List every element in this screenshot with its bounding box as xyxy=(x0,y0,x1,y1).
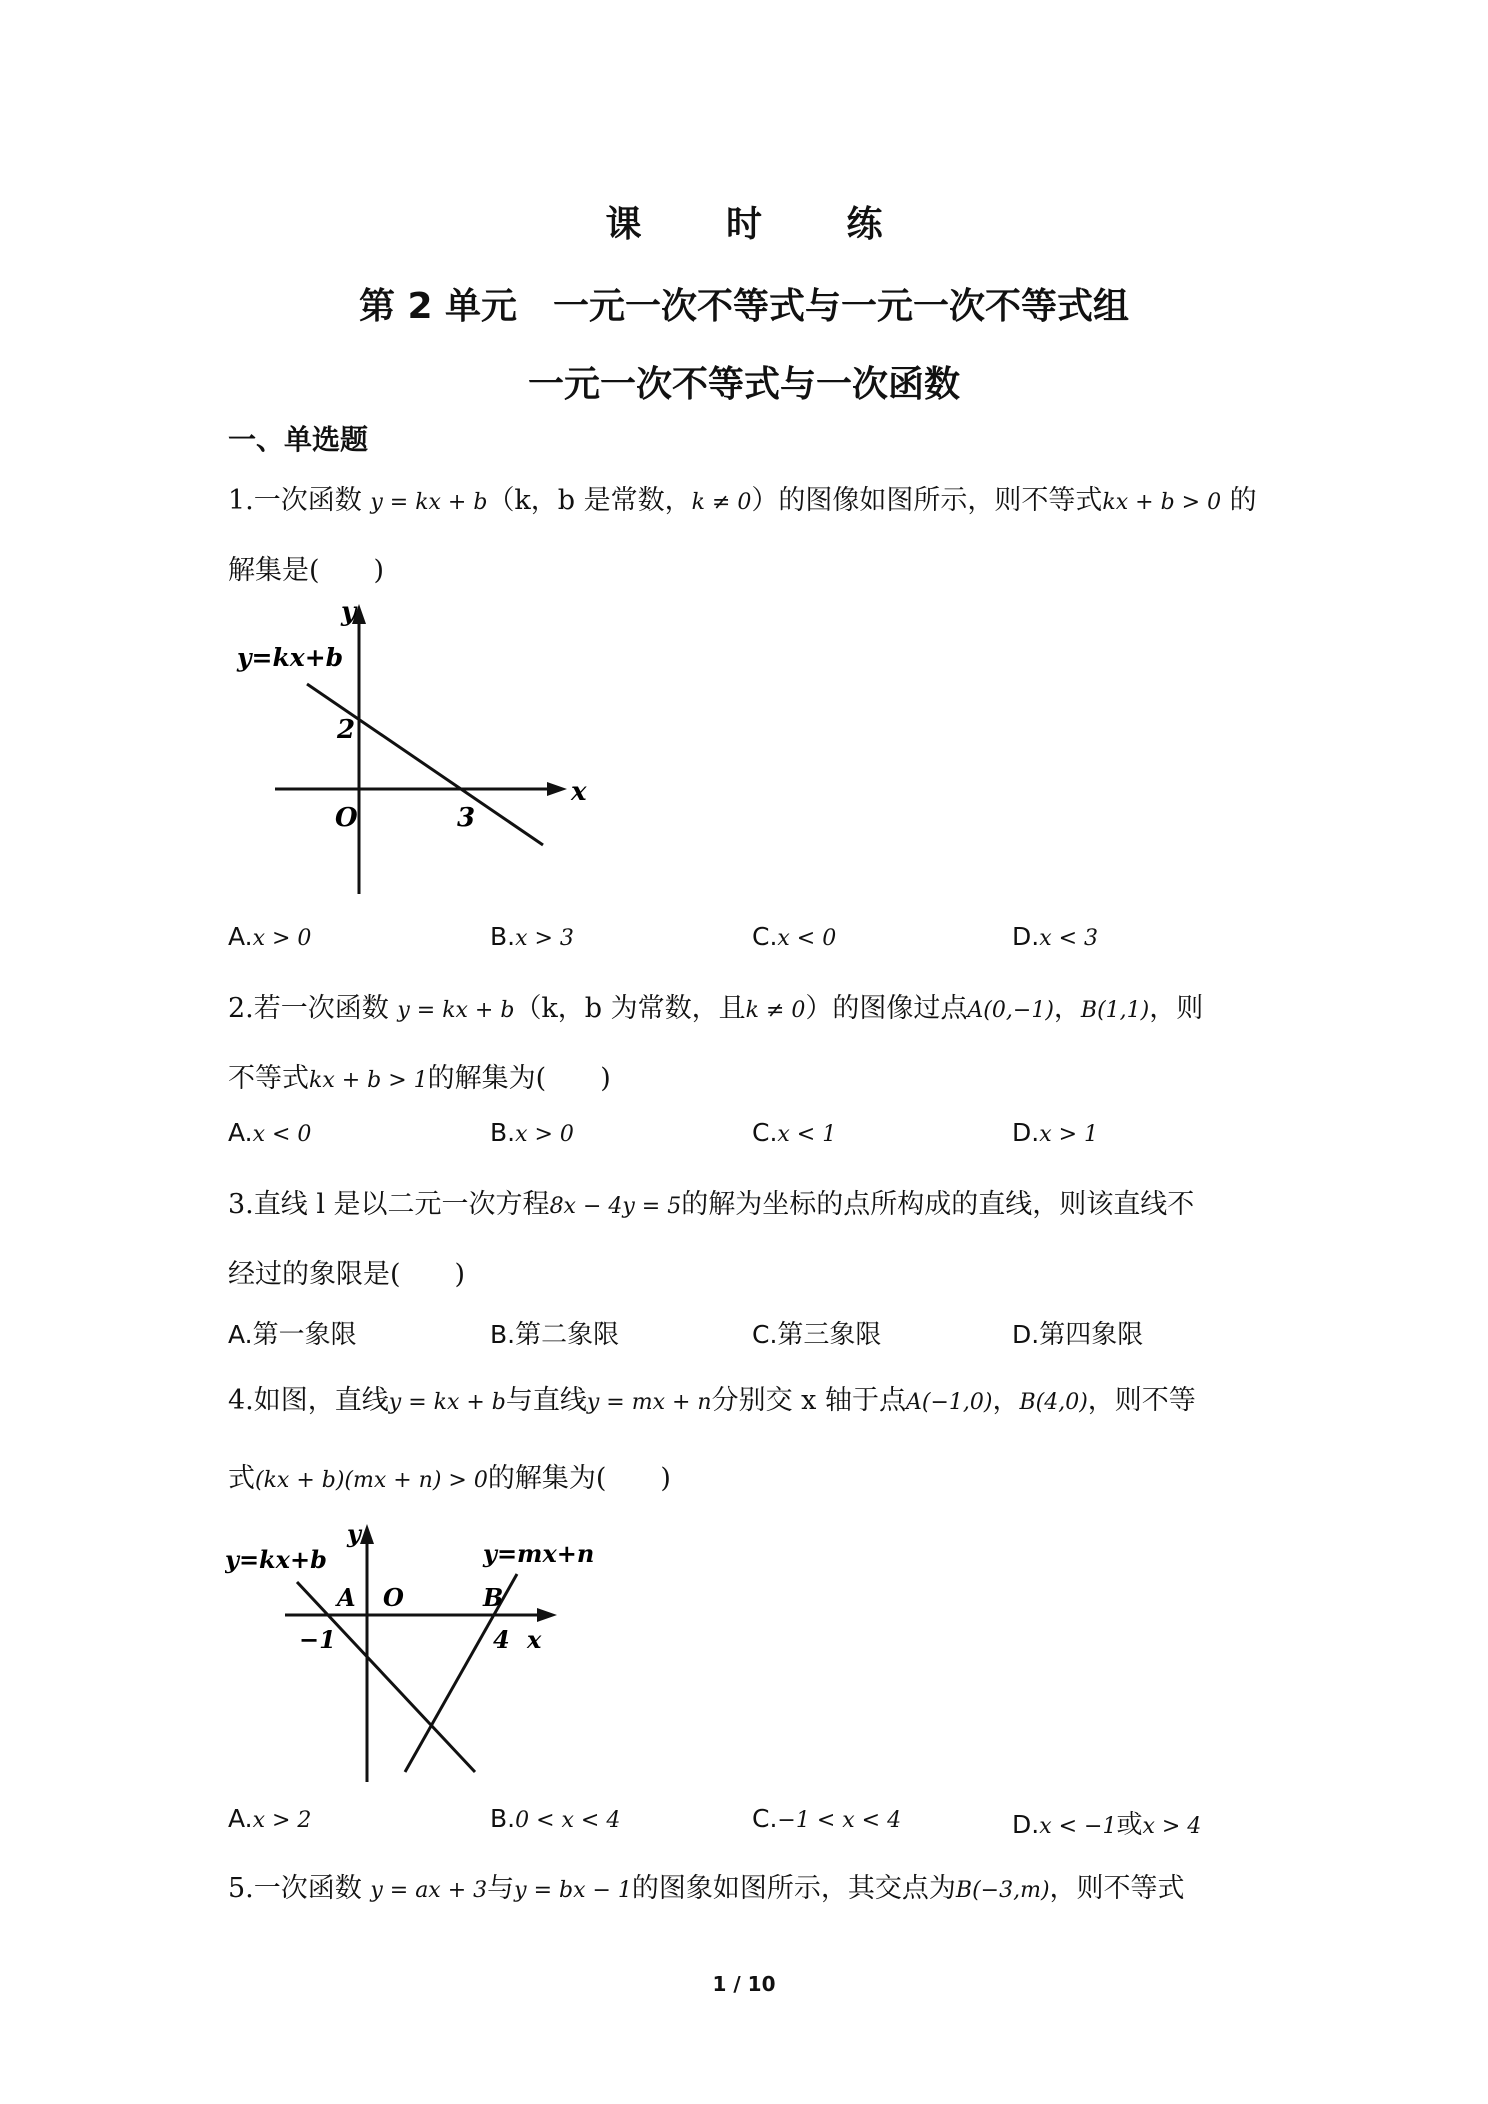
fig2-point-b-label: B xyxy=(483,1583,504,1612)
q2-option-c[interactable]: C.x < 1 xyxy=(752,1118,837,1147)
q4-option-a[interactable]: A.x > 2 xyxy=(228,1804,312,1833)
q1-line1: 1.一次函数 y = kx + b（k，b 是常数，k ≠ 0）的图像如图所示，则不等式kx + b > 0 的 xyxy=(228,485,1257,516)
fig1-origin-label: O xyxy=(335,803,358,833)
q3-option-b[interactable]: B.第二象限 xyxy=(490,1320,620,1350)
q3-line2: 经过的象限是( ) xyxy=(228,1259,466,1290)
q3-option-d[interactable]: D.第四象限 xyxy=(1012,1320,1144,1350)
q4-option-d[interactable]: D.x < −1或x > 4 xyxy=(1012,1810,1202,1840)
q1-option-c[interactable]: C.x < 0 xyxy=(752,922,837,951)
q4-option-b[interactable]: B.0 < x < 4 xyxy=(490,1804,621,1833)
fig1-line-label: y=kx+b xyxy=(237,643,344,672)
q1-line2: 解集是( ) xyxy=(228,555,385,586)
page-number: 1 / 10 xyxy=(712,1972,776,1996)
unit-title: 第 2 单元 一元一次不等式与一元一次不等式组 xyxy=(358,286,1130,327)
fig2-a-value-label: −1 xyxy=(299,1625,336,1654)
q2-line2: 不等式kx + b > 1的解集为( ) xyxy=(228,1063,611,1094)
fig2-line2-label: y=mx+n xyxy=(483,1539,595,1568)
q1-option-d[interactable]: D.x < 3 xyxy=(1012,922,1099,951)
q1-option-b[interactable]: B.x > 3 xyxy=(490,922,574,951)
page-title: 课 时 练 xyxy=(605,204,919,245)
q2-option-b[interactable]: B.x > 0 xyxy=(490,1118,574,1147)
q3-line1: 3.直线 l 是以二元一次方程8x − 4y = 5的解为坐标的点所构成的直线，则该直线不 xyxy=(228,1189,1195,1220)
q4-option-c[interactable]: C.−1 < x < 4 xyxy=(752,1804,902,1833)
q1-figure xyxy=(225,600,605,900)
q5-line1: 5.一次函数 y = ax + 3与y = bx − 1的图象如图所示，其交点为B(−3,m)，则不等式 xyxy=(228,1873,1185,1904)
fig2-y-axis-label: y xyxy=(347,1520,361,1548)
q1-option-a[interactable]: A.x > 0 xyxy=(228,922,312,951)
fig1-x-intercept-label: 3 xyxy=(457,803,476,833)
fig2-line1-label: y=kx+b xyxy=(225,1545,327,1574)
q4-line2: 式(kx + b)(mx + n) > 0的解集为( ) xyxy=(228,1463,671,1494)
fig2-origin-label: O xyxy=(383,1583,404,1612)
q2-option-d[interactable]: D.x > 1 xyxy=(1012,1118,1099,1147)
q2-option-a[interactable]: A.x < 0 xyxy=(228,1118,312,1147)
fig2-point-a-label: A xyxy=(337,1583,356,1612)
fig2-x-axis-label: x xyxy=(527,1625,542,1654)
fig2-b-value-label: 4 xyxy=(493,1625,510,1654)
q3-option-c[interactable]: C.第三象限 xyxy=(752,1320,882,1350)
q2-line1: 2.若一次函数 y = kx + b（k，b 为常数，且k ≠ 0）的图像过点A(0,−1)，B(1,1)，则 xyxy=(228,993,1204,1024)
fig1-x-axis-label: x xyxy=(571,777,587,807)
section-title: 一、单选题 xyxy=(228,423,369,456)
q3-option-a[interactable]: A.第一象限 xyxy=(228,1320,357,1350)
q4-line1: 4.如图，直线y = kx + b与直线y = mx + n分别交 x 轴于点A(−1,0)，B(4,0)，则不等 xyxy=(228,1385,1196,1416)
fig1-y-intercept-label: 2 xyxy=(337,715,356,745)
lesson-title: 一元一次不等式与一次函数 xyxy=(527,364,960,405)
q4-figure xyxy=(225,1520,625,1790)
fig1-y-axis-label: y xyxy=(341,600,357,627)
